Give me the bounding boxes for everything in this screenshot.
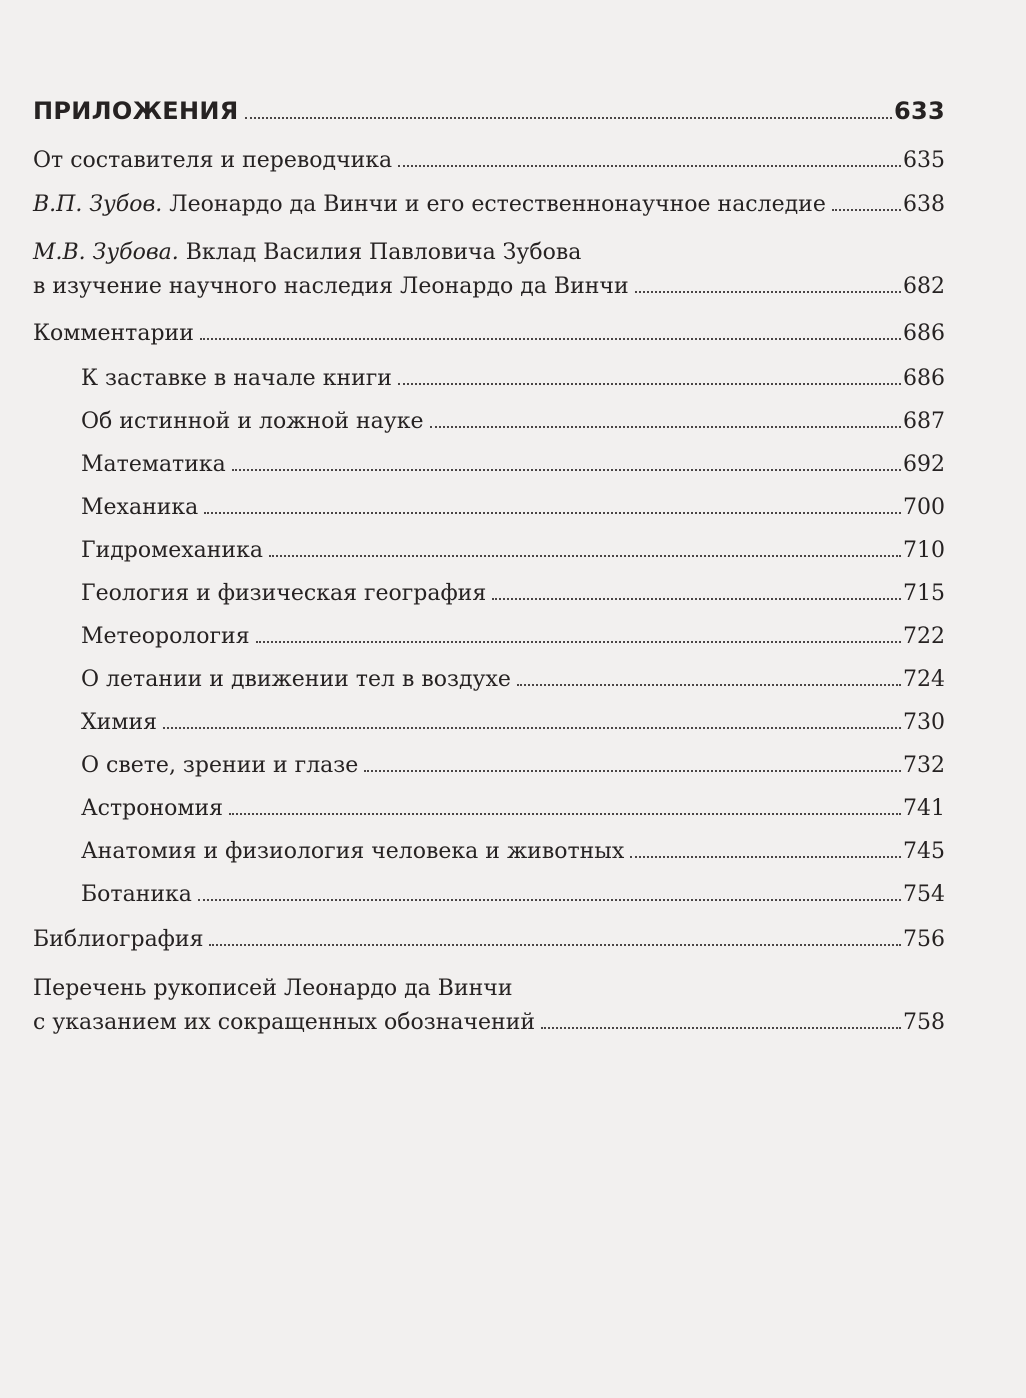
toc-entry-title: в изучение научного наследия Леонардо да Винчи (33, 274, 629, 299)
toc-entry-page: 687 (903, 409, 945, 434)
toc-entry-page: 638 (903, 192, 945, 217)
toc-subentry[interactable] (81, 493, 945, 523)
toc-entry-author: В.П. Зубов. (33, 192, 163, 217)
toc-entry-title: Об истинной и ложной науке (81, 409, 424, 434)
toc-entry-title: К заставке в начале книги (81, 366, 392, 391)
toc-subentry[interactable] (81, 708, 945, 738)
toc-entry-appendices[interactable] (33, 96, 945, 126)
toc-entry-title: Геология и физическая география (81, 581, 487, 606)
dot-leader (832, 208, 901, 211)
toc-subentry[interactable] (81, 837, 945, 867)
toc-entry-page: 710 (903, 538, 945, 563)
toc-entry-page: 754 (903, 882, 945, 907)
toc-entry-page: 741 (903, 796, 945, 821)
toc-subentry[interactable] (81, 407, 945, 437)
toc-entry-title: Анатомия и физиология человека и животных (81, 839, 625, 864)
toc-entry-manuscripts-line1[interactable] (33, 974, 512, 1004)
toc-entry-title: Механика (81, 495, 199, 520)
dot-leader (229, 812, 901, 815)
dot-leader (430, 425, 902, 428)
toc-entry-page: 633 (894, 97, 945, 125)
toc-entry-title: О летании и движении тел в воздухе (81, 667, 511, 692)
toc-entry-title: с указанием их сокращенных обозначений (33, 1010, 536, 1035)
dot-leader (492, 597, 901, 600)
toc-entry-title: Библиография (33, 927, 204, 952)
toc-entry-page: 686 (903, 321, 945, 346)
toc-entry-page: 730 (903, 710, 945, 735)
toc-entry-title: Математика (81, 452, 226, 477)
toc-subentry[interactable] (81, 751, 945, 781)
toc-entry-page: 724 (903, 667, 945, 692)
dot-leader (630, 855, 901, 858)
toc-entry-title: Вклад Василия Павловича Зубова (185, 240, 582, 265)
toc-entry-page: 732 (903, 753, 945, 778)
toc-subentry[interactable] (81, 579, 945, 609)
dot-leader (209, 943, 901, 946)
toc-entry-page: 686 (903, 366, 945, 391)
toc-entry-title: Гидромеханика (81, 538, 263, 563)
toc-entry-manuscripts[interactable] (33, 1008, 945, 1038)
dot-leader (635, 290, 901, 293)
dot-leader (163, 726, 901, 729)
dot-leader (198, 898, 901, 901)
toc-entry-title: От составителя и переводчика (33, 148, 393, 173)
dot-leader (232, 468, 901, 471)
dot-leader (256, 640, 901, 643)
toc-entry-zubov[interactable] (33, 190, 945, 220)
toc-entry-zubova[interactable] (33, 272, 945, 302)
dot-leader (204, 511, 901, 514)
toc-subentry[interactable] (81, 794, 945, 824)
toc-subentry[interactable] (81, 450, 945, 480)
toc-subentry[interactable] (81, 622, 945, 652)
toc-entry-page: 700 (903, 495, 945, 520)
toc-subentry[interactable] (81, 364, 945, 394)
toc-entry-author: М.В. Зубова. (33, 240, 179, 265)
dot-leader (245, 116, 892, 119)
toc-entry-page: 715 (903, 581, 945, 606)
toc-entry-compiler[interactable] (33, 146, 945, 176)
toc-subentry[interactable] (81, 880, 945, 910)
toc-entry-page: 635 (903, 148, 945, 173)
toc-entry-title: Перечень рукописей Леонардо да Винчи (33, 976, 513, 1001)
toc-entry-zubova-line1[interactable] (33, 238, 581, 268)
toc-entry-commentary[interactable] (33, 319, 945, 349)
toc-entry-title: Леонардо да Винчи и его естественнонаучное наследие (169, 192, 826, 217)
toc-entry-page: 692 (903, 452, 945, 477)
toc-entry-title: О свете, зрении и глазе (81, 753, 359, 778)
dot-leader (364, 769, 901, 772)
toc-subentry[interactable] (81, 665, 945, 695)
toc-subentry[interactable] (81, 536, 945, 566)
toc-entry-page: 756 (903, 927, 945, 952)
toc-entry-page: 722 (903, 624, 945, 649)
toc-entry-title: Метеорология (81, 624, 250, 649)
dot-leader (517, 683, 901, 686)
dot-leader (398, 382, 901, 385)
toc-entry-title: Химия (81, 710, 157, 735)
toc-entry-title: ПРИЛОЖЕНИЯ (33, 97, 239, 125)
dot-leader (269, 554, 901, 557)
dot-leader (541, 1026, 901, 1029)
toc-entry-page: 682 (903, 274, 945, 299)
toc-entry-bibliography[interactable] (33, 925, 945, 955)
toc-entry-title: Комментарии (33, 321, 194, 346)
toc-entry-page: 758 (903, 1010, 945, 1035)
dot-leader (398, 164, 901, 167)
toc-entry-title: Астрономия (81, 796, 224, 821)
dot-leader (200, 337, 901, 340)
toc-entry-page: 745 (903, 839, 945, 864)
toc-entry-title: Ботаника (81, 882, 192, 907)
